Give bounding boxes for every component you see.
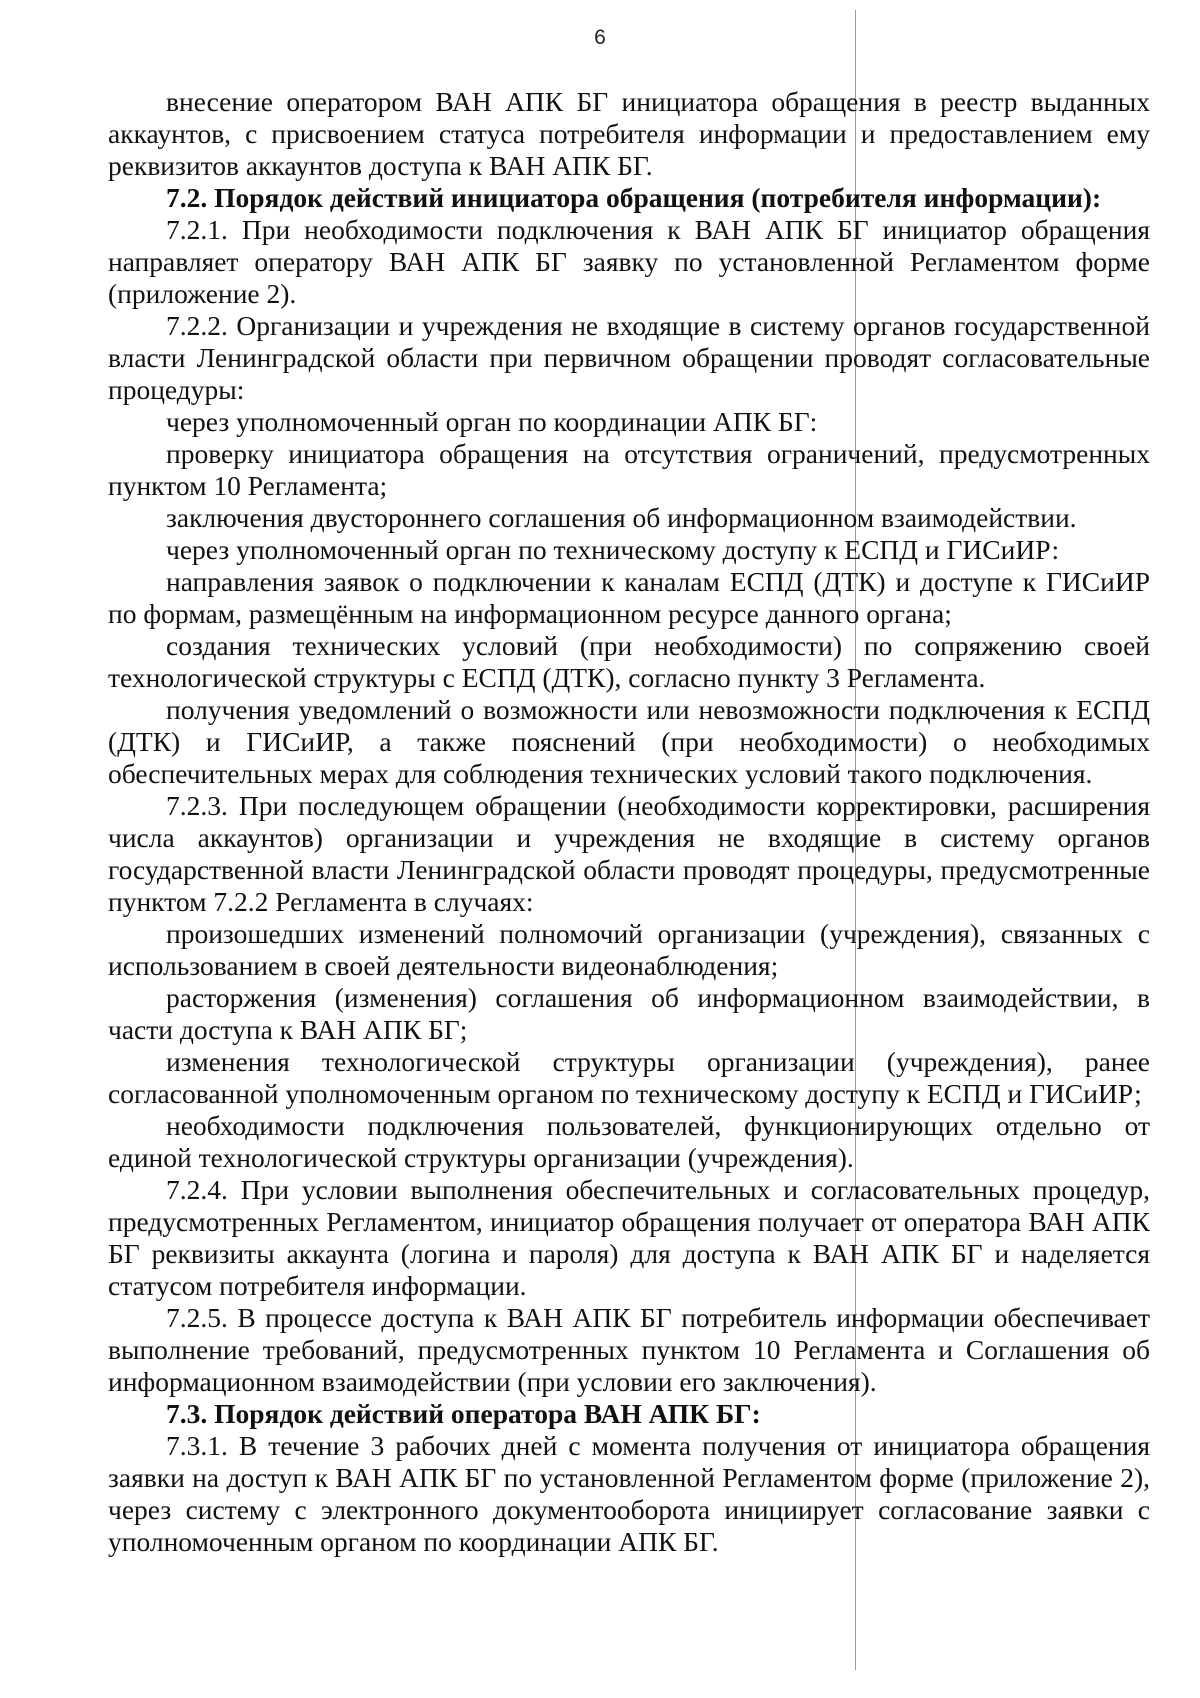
paragraph-p-7-2-5: 7.2.5. В процессе доступа к ВАН АПК БГ потребитель информации обеспечивает выполнение требований, предусмотренных пунктом 10 Регламента и Соглашения об информационном взаимодействии (при условии его заключения). — [108, 1302, 1150, 1397]
paragraph-p-7-2-4: 7.2.4. При условии выполнения обеспечительных и согласовательных процедур, предусмотренных Регламентом, инициатор обращения получает от оператора ВАН АПК БГ реквизиты аккаунта (логина и пароля) для доступа к ВАН АПК БГ и наделяется статусом потребителя информации. — [108, 1174, 1150, 1301]
paragraph-case-powers: произошедших изменений полномочий организации (учреждения), связанных с использованием в своей деятельности видеонаблюдения; — [108, 918, 1150, 981]
paragraph-tech-notifications: получения уведомлений о возможности или невозможности подключения к ЕСПД (ДТК) и ГИСиИР, а также пояснений (при необходимости) о необходимых обеспечительных мерах для соблюдения технических условий такого подключения. — [108, 694, 1150, 789]
paragraph-case-users: необходимости подключения пользователей, функционирующих отдельно от единой технологической структуры организации (учреждения). — [108, 1110, 1150, 1173]
document-body — [108, 86, 1150, 1558]
paragraph-p-7-3-1: 7.3.1. В течение 3 рабочих дней с момента получения от инициатора обращения заявки на доступ к ВАН АПК БГ по установленной Регламентом форме (приложение 2), через систему с электронного документооборота инициирует согласование заявки с уполномоченным органом по координации АПК БГ. — [108, 1430, 1150, 1557]
paragraph-coord-agreement: заключения двустороннего соглашения об информационном взаимодействии. — [166, 502, 1077, 533]
paragraph-p-7-2-1: 7.2.1. При необходимости подключения к ВАН АПК БГ инициатор обращения направляет оператору ВАН АПК БГ заявку по установленной Регламентом форме (приложение 2). — [108, 214, 1150, 309]
paragraph-p-7-2-3: 7.2.3. При последующем обращении (необходимости корректировки, расширения числа аккаунтов) организации и учреждения не входящие в систему органов государственной власти Ленинградской области проводят процедуры, предусмотренные пунктом 7.2.2 Регламента в случаях: — [108, 790, 1150, 917]
paragraph-continuation: внесение оператором ВАН АПК БГ инициатора обращения в реестр выданных аккаунтов, с присвоением статуса потребителя информации и предоставлением ему реквизитов аккаунтов доступа к ВАН АПК БГ. — [108, 86, 1150, 181]
section-heading-heading-7-2: 7.2. Порядок действий инициатора обращения (потребителя информации): — [166, 182, 1102, 213]
paragraph-coord-intro: через уполномоченный орган по координации АПК БГ: — [166, 406, 818, 437]
paragraph-case-termination: расторжения (изменения) соглашения об информационном взаимодействии, в части доступа к ВАН АПК БГ; — [108, 982, 1150, 1045]
paragraph-p-7-2-2: 7.2.2. Организации и учреждения не входящие в систему органов государственной власти Ленинградской области при первичном обращении проводят согласовательные процедуры: — [108, 310, 1150, 405]
section-heading-heading-7-3: 7.3. Порядок действий оператора ВАН АПК БГ: — [166, 1398, 761, 1429]
paragraph-tech-intro: через уполномоченный орган по техническому доступу к ЕСПД и ГИСиИР: — [166, 534, 1060, 565]
paragraph-tech-conditions: создания технических условий (при необходимости) по сопряжению своей технологической структуры с ЕСПД (ДТК), согласно пункту 3 Регламента. — [108, 630, 1150, 693]
paragraph-tech-requests: направления заявок о подключении к каналам ЕСПД (ДТК) и доступе к ГИСиИР по формам, размещённым на информационном ресурсе данного органа; — [108, 566, 1150, 629]
page-number: 6 — [594, 26, 606, 49]
paragraph-coord-check: проверку инициатора обращения на отсутствия ограничений, предусмотренных пунктом 10 Регламента; — [108, 438, 1150, 501]
paragraph-case-structure: изменения технологической структуры организации (учреждения), ранее согласованной уполномоченным органом по техническому доступу к ЕСПД и ГИСиИР; — [108, 1046, 1150, 1109]
